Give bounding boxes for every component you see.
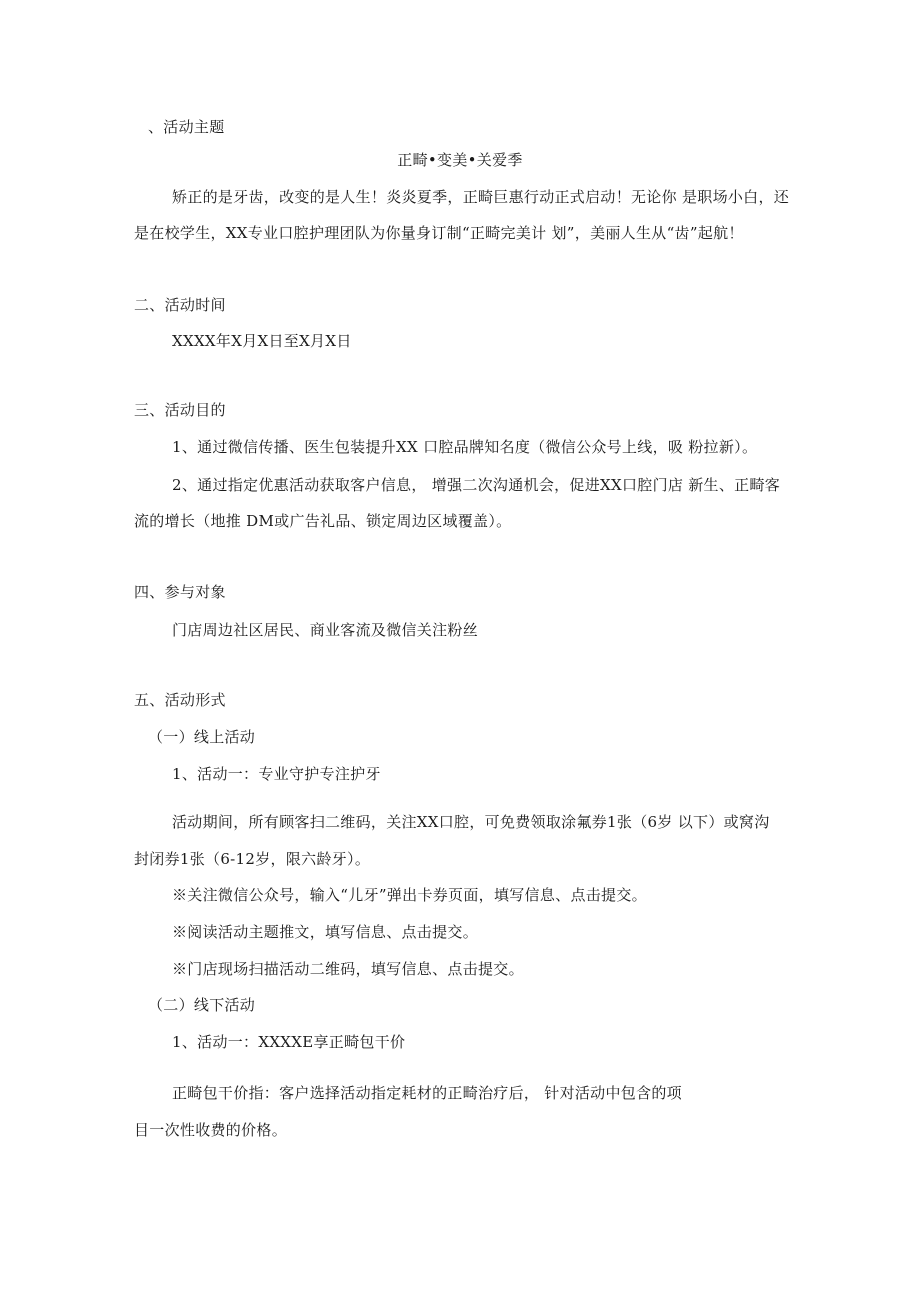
online-note-1: ※关注微信公众号，输入“儿牙”弹出卡券页面，填写信息、点击提交。 — [172, 886, 647, 904]
section-4-heading: 四、参与对象 — [134, 583, 226, 601]
theme-paragraph-line-2: 是在校学生，XX专业口腔护理团队为你量身订制“正畸完美计 划”，美丽人生从“齿”起航！ — [134, 224, 744, 242]
purpose-item-1: 1、通过微信传播、医生包装提升XX 口腔品牌知名度（微信公众号上线，吸 粉拉新）。 — [172, 438, 758, 456]
online-note-3: ※门店现场扫描活动二维码，填写信息、点击提交。 — [172, 960, 524, 978]
theme-paragraph-line-1: 矫正的是牙齿，改变的是人生！炎炎夏季，正畸巨惠行动正式启动！无论你 是职场小白，还 — [172, 188, 790, 206]
purpose-item-2-line-2: 流的增长（地推 DM或广告礼品、锁定周边区域覆盖）。 — [134, 512, 512, 530]
offline-activities-heading: （二）线下活动 — [148, 996, 256, 1014]
offline-activity-para-line-2: 目一次性收费的价格。 — [134, 1121, 288, 1139]
online-activity-para-line-2: 封闭券1张（6-12岁，限六龄牙）。 — [134, 850, 371, 868]
offline-activity-1-title: 1、活动一：XXXXE享正畸包干价 — [172, 1033, 406, 1051]
online-activity-para-line-1: 活动期间，所有顾客扫二维码，关注XX口腔，可免费领取涂氟券1张（6岁 以下）或窝沟 — [172, 813, 770, 831]
offline-activity-para-line-1: 正畸包干价指：客户选择活动指定耗材的正畸治疗后， 针对活动中包含的项 — [172, 1084, 682, 1102]
section-3-heading: 三、活动目的 — [134, 401, 226, 419]
purpose-item-2-line-1: 2、通过指定优惠活动获取客户信息， 增强二次沟通机会，促进XX口腔门店 新生、正畸客 — [172, 476, 781, 494]
online-activities-heading: （一）线上活动 — [148, 728, 256, 746]
online-activity-1-title: 1、活动一：专业守护专注护牙 — [172, 765, 381, 783]
section-2-heading: 二、活动时间 — [134, 296, 226, 314]
online-note-2: ※阅读活动主题推文，填写信息、点击提交。 — [172, 923, 479, 941]
activity-date: XXXX年X月X日至X月X日 — [172, 332, 352, 350]
activity-slogan: 正畸•变美•关爱季 — [397, 151, 523, 169]
section-5-heading: 五、活动形式 — [134, 691, 226, 709]
participants-text: 门店周边社区居民、商业客流及微信关注粉丝 — [172, 621, 479, 639]
section-1-heading: 、活动主题 — [148, 118, 225, 136]
